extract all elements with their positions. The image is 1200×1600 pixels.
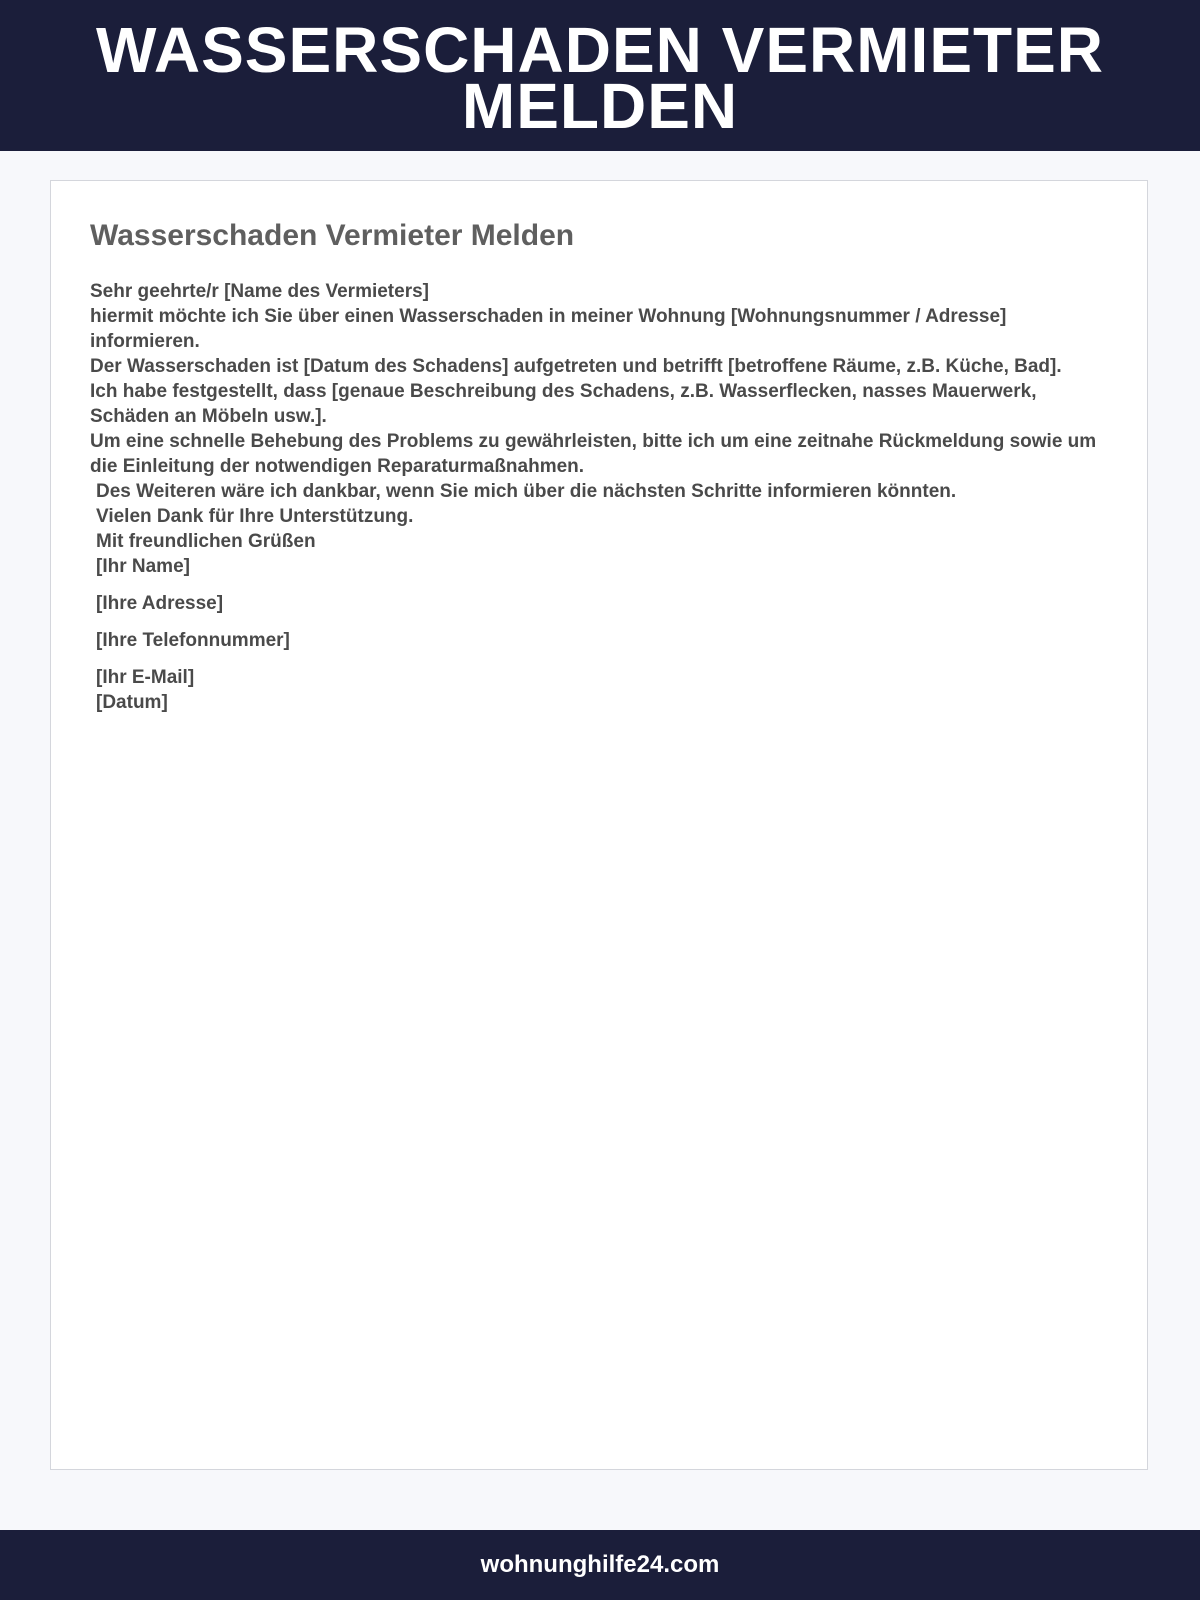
letter-paragraph: Der Wasserschaden ist [Datum des Schadens] aufgetreten und betrifft [betroffene Räume, z.B. Küche, Bad]. xyxy=(90,356,1062,377)
letter-card xyxy=(50,180,1148,1470)
document-title: Wasserschaden Vermieter Melden xyxy=(90,219,575,252)
letter-paragraph: Ich habe festgestellt, dass [genaue Beschreibung des Schadens, z.B. Wasserflecken, nasses Mauerwerk, Schäden an Möbeln usw.]. xyxy=(90,381,1037,427)
signature-date: [Datum] xyxy=(96,692,168,713)
letter-body xyxy=(90,279,1100,715)
signature-name: [Ihr Name] xyxy=(96,556,190,577)
footer-site-name: wohnunghilfe24.com xyxy=(480,1551,720,1578)
page-header xyxy=(0,0,1200,151)
signature-phone: [Ihre Telefonnummer] xyxy=(96,630,290,651)
letter-closing: Mit freundlichen Grüßen xyxy=(96,531,316,552)
signature-email: [Ihr E-Mail] xyxy=(96,667,195,688)
letter-salutation: Sehr geehrte/r [Name des Vermieters] xyxy=(90,281,429,302)
page-title: WASSERSCHADEN VERMIETER MELDEN xyxy=(96,13,1104,142)
signature-address: [Ihre Adresse] xyxy=(96,593,224,614)
letter-paragraph: Um eine schnelle Behebung des Problems zu gewährleisten, bitte ich um eine zeitnahe Rückmeldung sowie um die Einleitung der notwendigen Reparaturmaßnahmen. xyxy=(90,431,1097,477)
letter-paragraph: hiermit möchte ich Sie über einen Wasserschaden in meiner Wohnung [Wohnungsnummer / Adresse] informieren. xyxy=(90,306,1007,352)
letter-thanks: Vielen Dank für Ihre Unterstützung. xyxy=(96,506,414,527)
letter-paragraph: Des Weiteren wäre ich dankbar, wenn Sie mich über die nächsten Schritte informieren könnten. xyxy=(96,481,957,502)
page-footer xyxy=(0,1530,1200,1600)
